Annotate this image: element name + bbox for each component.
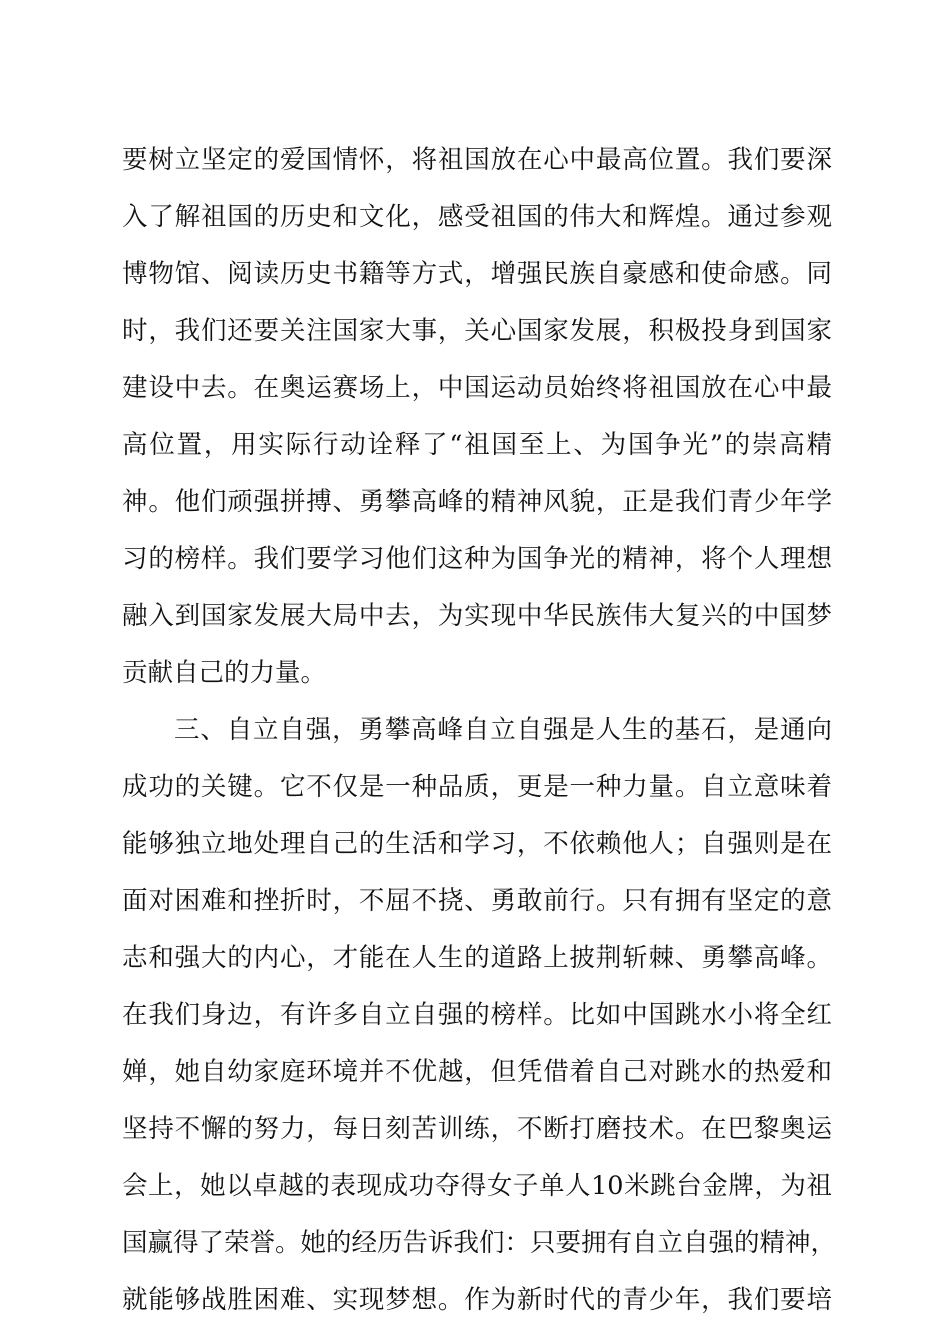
paragraph-line: 志和强大的内心，才能在人生的道路上披荆斩棘、勇攀高峰。	[122, 943, 832, 973]
paragraph-line: 坚持不懈的努力，每日刻苦训练，不断打磨技术。在巴黎奥运	[122, 1114, 832, 1144]
paragraph-line: 融入到国家发展大局中去，为实现中华民族伟大复兴的中国梦	[122, 601, 832, 631]
paragraph-line: 国赢得了荣誉。她的经历告诉我们：只要拥有自立自强的精神，	[122, 1228, 837, 1258]
paragraph-line: 贡献自己的力量。	[122, 658, 327, 688]
paragraph-line: 入了解祖国的历史和文化，感受祖国的伟大和辉煌。通过参观	[122, 202, 832, 232]
paragraph-line: 高位置，用实际行动诠释了“祖国至上、为国争光”的崇高精	[122, 430, 832, 460]
paragraph-line: 建设中去。在奥运赛场上，中国运动员始终将祖国放在心中最	[122, 373, 832, 403]
section-heading-line: 三、自立自强，勇攀高峰自立自强是人生的基石，是通向	[174, 715, 832, 745]
paragraph-line: 神。他们顽强拼搏、勇攀高峰的精神风貌，正是我们青少年学	[122, 487, 832, 517]
paragraph-line: 能够独立地处理自己的生活和学习，不依赖他人；自强则是在	[122, 829, 832, 859]
paragraph-line: 会上，她以卓越的表现成功夺得女子单人10米跳台金牌，为祖	[122, 1171, 832, 1201]
paragraph-line: 成功的关键。它不仅是一种品质，更是一种力量。自立意味着	[122, 772, 832, 802]
paragraph-line: 习的榜样。我们要学习他们这种为国争光的精神，将个人理想	[122, 544, 832, 574]
paragraph-line: 要树立坚定的爱国情怀，将祖国放在心中最高位置。我们要深	[122, 145, 832, 175]
paragraph-line: 时，我们还要关注国家大事，关心国家发展，积极投身到国家	[122, 316, 832, 346]
paragraph-line: 面对困难和挫折时，不屈不挠、勇敢前行。只有拥有坚定的意	[122, 886, 832, 916]
paragraph-line: 婵，她自幼家庭环境并不优越，但凭借着自己对跳水的热爱和	[122, 1057, 832, 1087]
paragraph-line: 在我们身边，有许多自立自强的榜样。比如中国跳水小将全红	[122, 1000, 832, 1030]
paragraph-line: 博物馆、阅读历史书籍等方式，增强民族自豪感和使命感。同	[122, 259, 832, 289]
paragraph-line: 就能够战胜困难、实现梦想。作为新时代的青少年，我们要培	[122, 1285, 832, 1315]
